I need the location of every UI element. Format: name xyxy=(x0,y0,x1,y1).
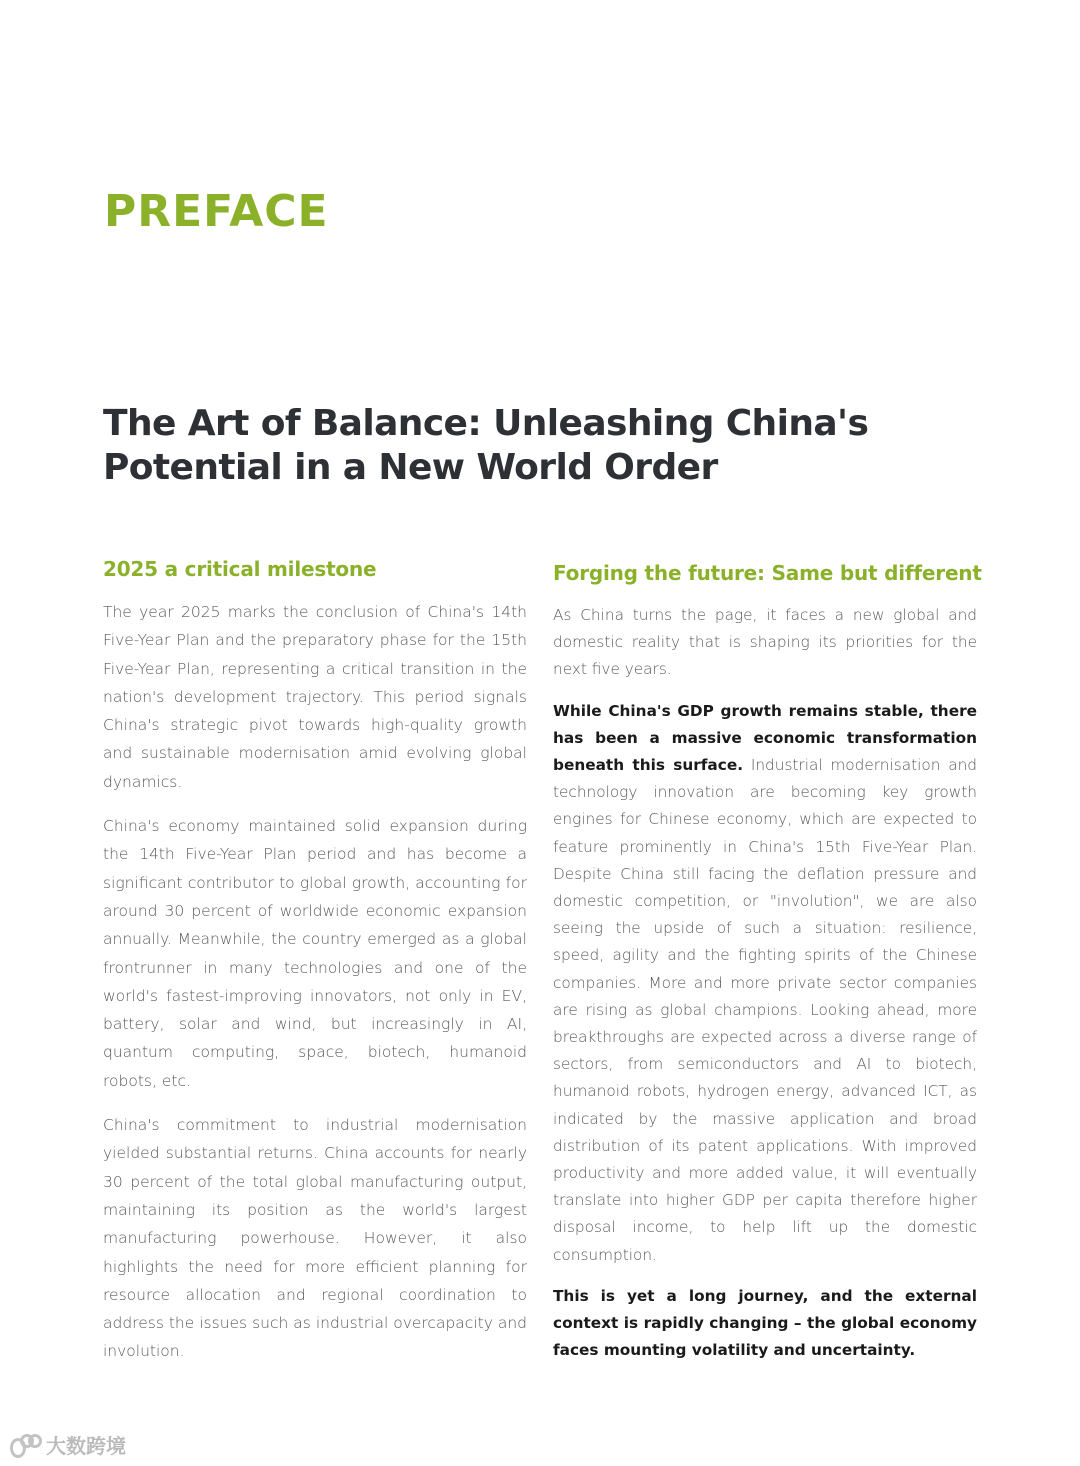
right-paragraph-2 xyxy=(553,698,977,1269)
page-title: The Art of Balance: Unleashing China's Potential in a New World Order xyxy=(103,403,869,488)
right-paragraph-3-bold: This is yet a long journey, and the external context is rapidly changing – the global economy faces mounting volatility and uncertainty. xyxy=(553,1286,977,1360)
right-paragraph-2-text: Industrial modernisation and technology innovation are becoming key growth engines for Chinese economy, which are expected to feature prominently in China's 15th Five-Year Plan. Despite China still facing the deflation pressure and domestic competition, or "involution", we are also seeing the upside of such a situation: resilience, speed, agility and the fighting spirits of the Chinese companies. More and more private sector companies are rising as global champions. Looking ahead, more breakthroughs are expected across a diverse range of sectors, from semiconductors and AI to biotech, humanoid robots, hydrogen energy, advanced ICT, as indicated by the massive application and broad distribution of its patent applications. With improved productivity and more added value, it will eventually translate into higher GDP per capita therefore higher disposal income, to help lift up the domestic consumption. xyxy=(553,756,977,1264)
right-column-heading: Forging the future: Same but different xyxy=(553,561,982,585)
right-column xyxy=(553,560,982,1378)
left-column xyxy=(103,556,527,1382)
watermark-logo-icon xyxy=(10,1432,40,1458)
preface-label: PREFACE xyxy=(104,186,329,237)
right-paragraph-3 xyxy=(553,1283,977,1365)
left-paragraph-2: China's economy maintained solid expansion during the 14th Five-Year Plan period and has become a significant contributor to global growth, accounting for around 30 percent of worldwide economic expansion annually. Meanwhile, the country emerged as a global frontrunner in many technologies and one of the world's fastest-improving innovators, not only in EV, battery, solar and wind, but increasingly in AI, quantum computing, space, biotech, humanoid robots, etc. xyxy=(103,817,527,1090)
right-paragraph-2-bold: While China's GDP growth remains stable, there has been a massive economic transformation beneath this surface. xyxy=(553,701,977,775)
left-paragraph-1: The year 2025 marks the conclusion of China's 14th Five-Year Plan and the preparatory phase for the 15th Five-Year Plan, representing a critical transition in the nation's development trajectory. This period signals China's strategic pivot towards high-quality growth and sustainable modernisation amid evolving global dynamics. xyxy=(103,603,527,791)
watermark xyxy=(10,1430,126,1459)
right-paragraph-1: As China turns the page, it faces a new global and domestic reality that is shaping its priorities for the next five years. xyxy=(553,606,977,679)
left-column-heading: 2025 a critical milestone xyxy=(103,557,377,581)
watermark-text: 大数跨境 xyxy=(46,1434,126,1458)
left-paragraph-3: China's commitment to industrial modernisation yielded substantial returns. China accounts for nearly 30 percent of the total global manufacturing output, maintaining its position as the world's largest manufacturing powerhouse. However, it also highlights the need for more efficient planning for resource allocation and regional coordination to address the issues such as industrial overcapacity and involution. xyxy=(103,1116,527,1361)
